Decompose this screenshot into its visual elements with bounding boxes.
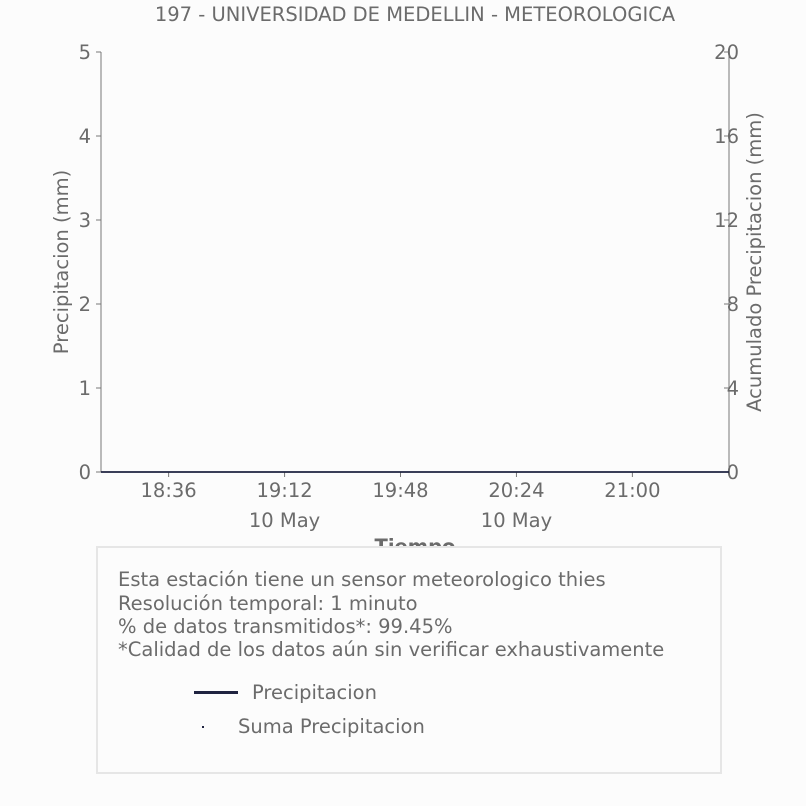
info-quality-note: *Calidad de los datos aún sin verificar exhaustivamente bbox=[118, 638, 665, 661]
legend-label: Suma Precipitacion bbox=[238, 715, 425, 738]
info-resolution: Resolución temporal: 1 minuto bbox=[118, 592, 418, 615]
y2-tick-label: 12 bbox=[714, 209, 739, 232]
x-tick-date: 10 May bbox=[248, 509, 321, 532]
legend-dot-swatch bbox=[202, 726, 204, 728]
info-box bbox=[96, 546, 722, 774]
legend-label: Precipitacion bbox=[252, 681, 377, 704]
y2-tick-label: 4 bbox=[726, 377, 739, 400]
y-tick-label: 0 bbox=[78, 461, 91, 484]
x-tick-label: 20:24 bbox=[488, 479, 545, 502]
y2-tick-label: 16 bbox=[714, 125, 739, 148]
y-tick-label: 3 bbox=[78, 209, 91, 232]
y-tick-label: 5 bbox=[78, 41, 91, 64]
legend-item-precipitacion bbox=[194, 681, 377, 704]
chart-title: 197 - UNIVERSIDAD DE MEDELLIN - METEOROLOGICA bbox=[154, 3, 676, 26]
y2-tick-label: 0 bbox=[726, 461, 739, 484]
y2-tick-label: 8 bbox=[726, 293, 739, 316]
info-transmitted: % de datos transmitidos*: 99.45% bbox=[118, 615, 453, 638]
x-tick-label: 18:36 bbox=[140, 479, 197, 502]
legend-line-swatch bbox=[194, 691, 238, 694]
y-axis-label: Precipitacion (mm) bbox=[50, 169, 73, 355]
y2-axis-label: Acumulado Precipitacion (mm) bbox=[743, 112, 766, 412]
x-tick-date: 10 May bbox=[480, 509, 553, 532]
x-tick-label: 21:00 bbox=[604, 479, 661, 502]
y-tick-label: 1 bbox=[78, 377, 91, 400]
y2-tick-label: 20 bbox=[714, 41, 739, 64]
x-tick-label: 19:48 bbox=[372, 479, 429, 502]
y-tick-label: 4 bbox=[78, 125, 91, 148]
y-tick-label: 2 bbox=[78, 293, 91, 316]
legend-item-suma-precipitacion bbox=[194, 715, 425, 738]
info-sensor: Esta estación tiene un sensor meteorologico thies bbox=[118, 568, 606, 591]
x-tick-label: 19:12 bbox=[256, 479, 313, 502]
